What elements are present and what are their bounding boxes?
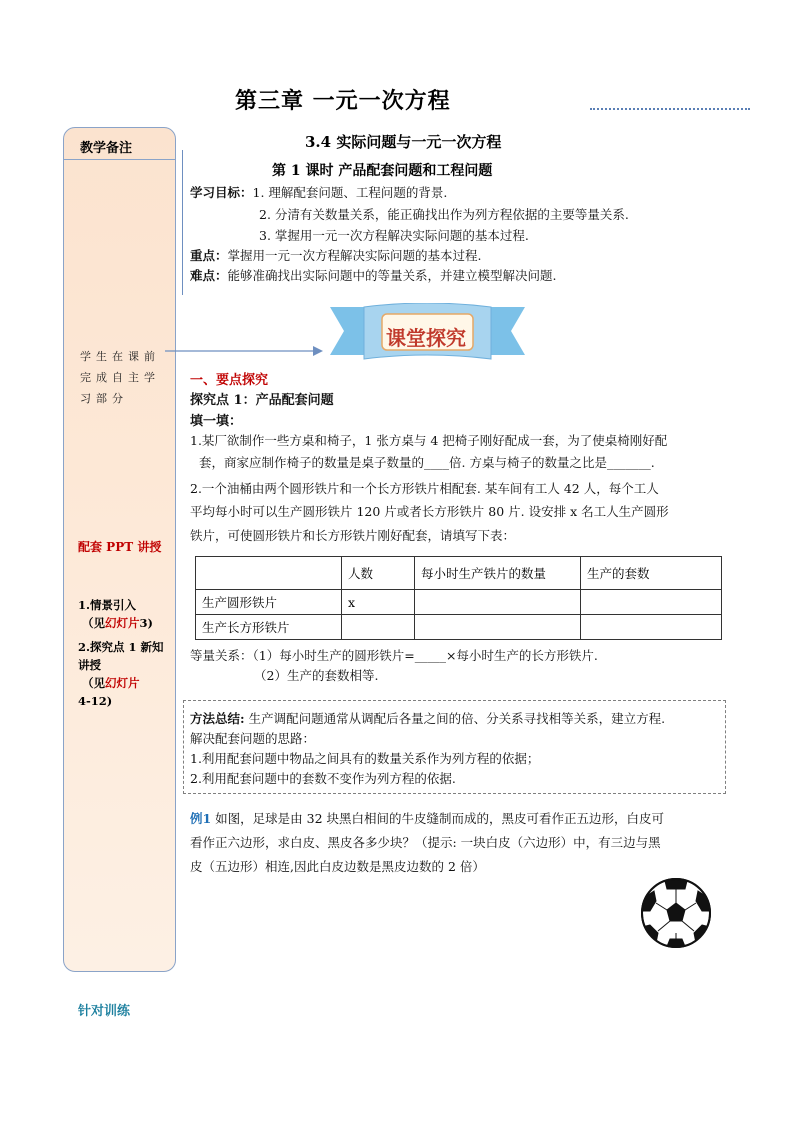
learning-goal-2: 2. 分清有关数量关系，能正确找出作为列方程依据的主要等量关系.	[259, 207, 629, 222]
table-row	[196, 615, 722, 640]
example-text: 如图，足球是由 32 块黑白相间的牛皮缝制而成的，黑皮可看作正五边形，白皮可	[211, 811, 665, 826]
question-2-line-1: 2.一个油桶由两个圆形铁片和一个长方形铁片相配套. 某车间有工人 42 人，每个工人	[190, 481, 659, 496]
fill-label: 填一填：	[190, 414, 243, 429]
difficulty-label: 难点：	[190, 268, 228, 283]
table-cell	[581, 615, 722, 640]
production-table	[195, 556, 722, 640]
ppt-item-ref-end: 4-12)	[78, 694, 113, 708]
practice-section-label: 针对训练	[78, 1004, 131, 1019]
soccer-ball-icon	[640, 877, 712, 949]
key-point-label: 重点：	[190, 248, 228, 263]
explore1-title: 探究点 1：产品配套问题	[190, 393, 334, 408]
table-cell	[581, 590, 722, 615]
equal-relation-1	[190, 646, 598, 664]
question-2-line-3: 铁片，可使圆形铁片和长方形铁片刚好配套，请填写下表：	[190, 528, 516, 543]
key-point	[190, 246, 482, 264]
ppt-item-ref: （见	[82, 616, 106, 630]
table-cell	[415, 615, 581, 640]
table-header-cell: 每小时生产铁片的数量	[415, 557, 581, 590]
example-1-line-3: 皮（五边形）相连,因此白皮边数是黑皮边数的 2 倍）	[190, 859, 485, 874]
vertical-divider	[182, 150, 183, 295]
sidebar-note-preview: 学生在课前完成自主学习部分	[80, 350, 160, 405]
table-header-cell: 人数	[342, 557, 415, 590]
key-point-text: 掌握用一元一次方程解决实际问题的基本过程.	[227, 248, 482, 263]
method-label: 方法总结:	[190, 711, 245, 726]
example-1-line-2: 看作正六边形，求白皮、黑皮各多少块？（提示: 一块白皮（六边形）中，有三边与黑	[190, 835, 661, 850]
equal-relation-text: （1）每小时生产的圆形铁片=_____×每小时生产的长方形铁片.	[252, 648, 598, 663]
table-header-cell: 生产的套数	[581, 557, 722, 590]
lesson-title: 第 1 课时 产品配套问题和工程问题	[272, 163, 493, 179]
goal-text: 1. 理解配套问题、工程问题的背景.	[252, 185, 448, 200]
ppt-item-ref-red: 幻灯片	[105, 676, 140, 690]
ppt-item-text: 1.情景引入	[78, 598, 137, 612]
table-header-row	[196, 557, 722, 590]
question-1-line-1: 1.某厂欲制作一些方桌和椅子，1 张方桌与 4 把椅子刚好配成一套，为了使桌椅刚好配	[190, 433, 668, 448]
arrow-right-icon	[165, 340, 325, 360]
ppt-item-ref-end: 3)	[139, 616, 153, 630]
table-row	[196, 590, 722, 615]
method-line-2: 解决配套问题的思路：	[190, 731, 316, 746]
table-cell: 生产长方形铁片	[196, 615, 342, 640]
table-cell	[342, 615, 415, 640]
table-header-cell	[196, 557, 342, 590]
sidebar-label: 教学备注	[80, 141, 133, 156]
equal-relation-2: （2）生产的套数相等.	[254, 668, 379, 683]
goals-label: 学习目标：	[190, 185, 253, 200]
learning-goal-1	[190, 183, 447, 201]
section-title: 3.4 实际问题与一元一次方程	[305, 133, 502, 151]
question-1-line-2: 套，商家应制作椅子的数量是桌子数量的____倍. 方桌与椅子的数量之比是_______.	[199, 455, 655, 470]
question-2-line-2: 平均每小时可以生产圆形铁片 120 片或者长方形铁片 80 片. 设安排 x 名工人生产圆形	[190, 504, 669, 519]
table-cell: 生产圆形铁片	[196, 590, 342, 615]
title-dotted-rule	[590, 108, 750, 110]
method-line-1	[190, 709, 665, 727]
ppt-item-ref: （见	[82, 676, 106, 690]
sidebar-ppt-item-1	[78, 596, 170, 632]
sidebar-ppt-title: 配套 PPT 讲授	[78, 540, 162, 554]
table-cell	[415, 590, 581, 615]
learning-goal-3: 3. 掌握用一元一次方程解决实际问题的基本过程.	[259, 228, 529, 243]
banner-title: 课堂探究	[386, 326, 466, 350]
difficulty-text: 能够准确找出实际问题中的等量关系，并建立模型解决问题.	[227, 268, 557, 283]
table-cell: x	[342, 590, 415, 615]
method-line-3: 1.利用配套问题中物品之间具有的数量关系作为列方程的依据；	[190, 751, 540, 766]
sidebar-ppt-item-2	[78, 638, 170, 710]
method-line-4: 2.利用配套问题中的套数不变作为列方程的依据.	[190, 771, 456, 786]
ppt-item-text: 2.探究点 1 新知讲授	[78, 640, 164, 672]
example-1-line-1	[190, 809, 664, 827]
ppt-item-ref-red: 幻灯片	[105, 616, 140, 630]
method-text: 生产调配问题通常从调配后各量之间的倍、分关系寻找相等关系，建立方程.	[244, 711, 666, 726]
difficulty-point	[190, 266, 557, 284]
equal-relation-label: 等量关系：	[190, 648, 253, 663]
chapter-title: 第三章 一元一次方程	[235, 88, 451, 114]
example-label: 例1	[190, 811, 212, 826]
part1-title: 一、要点探究	[190, 373, 269, 388]
